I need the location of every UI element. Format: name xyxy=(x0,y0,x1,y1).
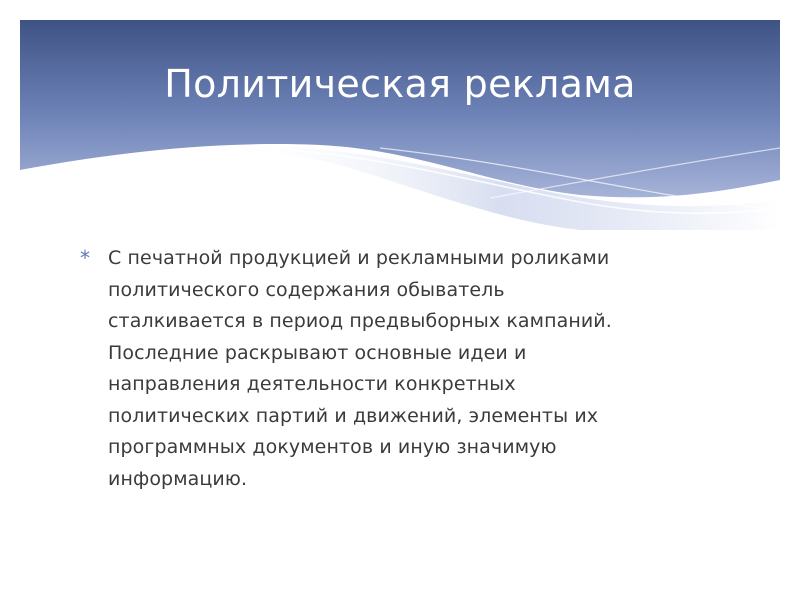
wave-header-graphic xyxy=(20,20,780,230)
body-line: сталкивается в период предвыборных кампаний. xyxy=(108,310,612,332)
bullet-text xyxy=(108,243,718,495)
body-line: Последние раскрывают основные идеи и xyxy=(108,341,527,364)
body-line: политических партий и движений, элементы их xyxy=(108,404,599,427)
body-line: направления деятельности конкретных xyxy=(108,373,516,395)
body-line: информацию. xyxy=(108,467,248,490)
bullet-item xyxy=(78,243,718,495)
slide xyxy=(20,20,780,590)
body-line: политического содержания обыватель xyxy=(108,278,505,301)
slide-body xyxy=(78,243,718,495)
bullet-marker: * xyxy=(80,246,90,270)
body-line: С печатной продукцией и рекламными роликами xyxy=(108,247,610,269)
body-line: программных документов и иную значимую xyxy=(108,436,557,458)
slide-title: Политическая реклама xyxy=(164,62,636,106)
